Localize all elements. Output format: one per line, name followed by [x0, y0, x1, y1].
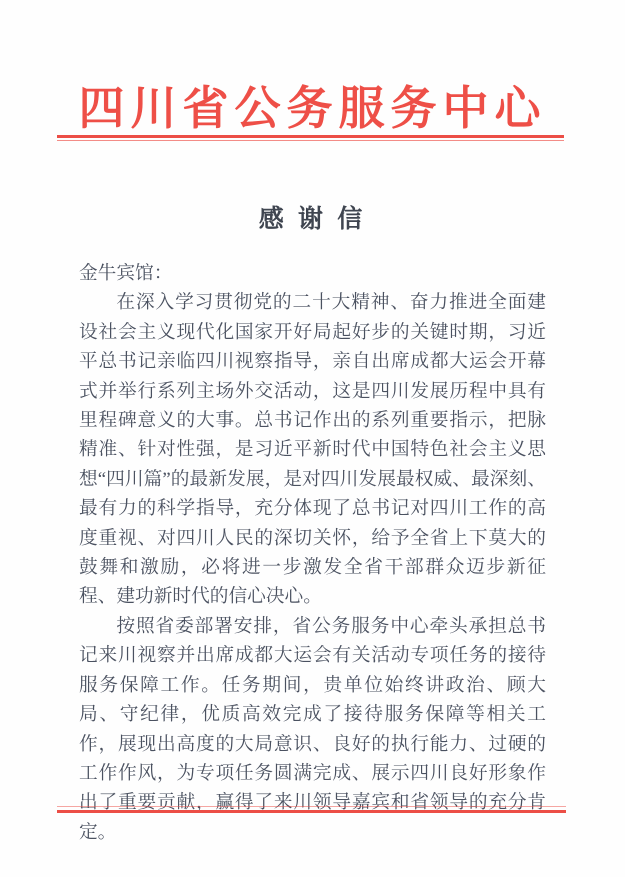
letter-paragraph-2: 按照省委部署安排，省公务服务中心牵头承担总书记来川视察并出席成都大运会有关活动专项任务的接待服务保障工作。任务期间，贵单位始终讲政治、顾大局、守纪律，优质高效完成了接待服务保障等相关工作，展现出高度的大局意识、良好的执行能力、过硬的工作作风，为专项任务圆满完成、展示四川良好形象作出了重要贡献，赢得了来川领导嘉宾和省领导的充分肯定。 — [79, 615, 546, 843]
letter-title: 感 谢 信 — [258, 206, 367, 233]
letter-paragraph-1: 在深入学习贯彻党的二十大精神、奋力推进全面建设社会主义现代化国家开好局起好步的关键时期，习近平总书记亲临四川视察指导，亲自出席成都大运会开幕式并举行系列主场外交活动，这是四川发展历程中具有里程碑意义的大事。总书记作出的系列重要指示，把脉精准、针对性强，是习近平新时代中国特色社会主义思想“四川篇”的最新发展，是对四川发展最权威、最深刻、最有力的科学指导，充分体现了总书记对四川工作的高度重视、对四川人民的深切关怀，给予全省上下莫大的鼓舞和激励，必将进一步激发全省干部群众迈步新征程、建功新时代的信心决心。 — [79, 292, 546, 608]
letter-body — [79, 259, 546, 847]
letter-salutation: 金牛宾馆： — [79, 263, 173, 284]
footer-divider-line — [57, 806, 566, 813]
letterhead-org-name: 四川省公务服务中心 — [78, 83, 547, 134]
letterhead-divider-line — [57, 135, 564, 141]
